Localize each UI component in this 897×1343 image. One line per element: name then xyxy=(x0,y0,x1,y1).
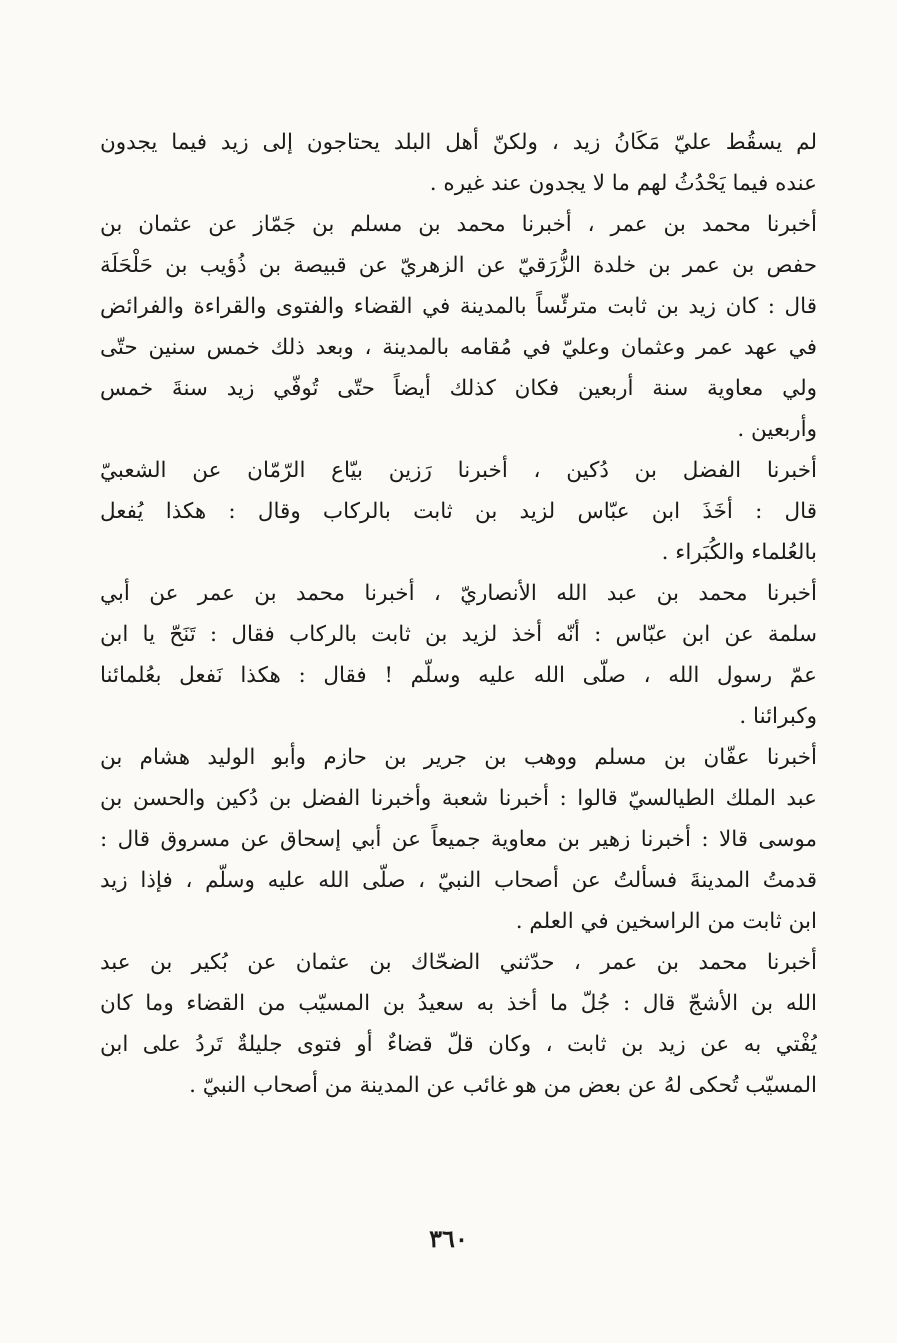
text-line: وأربعين . xyxy=(737,417,817,442)
text-line: قال : كان زيد بن ثابت مترئّساً بالمدينة في القضاء والفتوى والقراءة والفرائض xyxy=(100,294,817,319)
text-line: المسيّب تُحكى لهُ عن بعض من هو غائب عن المدينة من أصحاب النبيّ . xyxy=(189,1073,817,1098)
text-line: عمّ رسول الله ، صلّى الله عليه وسلّم ! فقال : هكذا نَفعل بعُلمائنا xyxy=(100,663,817,688)
paragraph-4 xyxy=(100,573,817,737)
paragraph-1 xyxy=(100,122,817,204)
text-line: موسى قالا : أخبرنا زهير بن معاوية جميعاً عن أبي إسحاق عن مسروق قال : xyxy=(100,827,817,852)
text-line: قدمتُ المدينةَ فسألتُ عن أصحاب النبيّ ، صلّى الله عليه وسلّم ، فإذا زيد xyxy=(100,868,817,893)
paragraph-3 xyxy=(100,450,817,573)
text-line: ولي معاوية سنة أربعين فكان كذلك أيضاً حتّى تُوفّي زيد سنةَ خمس xyxy=(100,376,817,401)
page-number: ٣٦٠ xyxy=(429,1224,468,1253)
text-line: لم يسقُط عليّ مَكَانُ زيد ، ولكنّ أهل البلد يحتاجون إلى زيد فيما يجدون xyxy=(100,130,817,155)
text-line: أخبرنا محمد بن عمر ، أخبرنا محمد بن مسلم بن جَمّاز عن عثمان بن xyxy=(100,212,817,237)
text-line: أخبرنا محمد بن عبد الله الأنصاريّ ، أخبرنا محمد بن عمر عن أبي xyxy=(100,581,817,606)
text-line: قال : أخَذَ ابن عبّاس لزيد بن ثابت بالركاب وقال : هكذا يُفعل xyxy=(100,499,817,524)
text-line: الله بن الأشجّ قال : جُلّ ما أخذ به سعيدُ بن المسيّب من القضاء وما كان xyxy=(100,991,817,1016)
text-line: سلمة عن ابن عبّاس : أنّه أخذ لزيد بن ثابت بالركاب فقال : تَنَحّ يا ابن xyxy=(100,622,817,647)
text-line: أخبرنا محمد بن عمر ، حدّثني الضحّاك بن عثمان عن بُكير بن عبد xyxy=(100,950,817,975)
text-line: عنده فيما يَحْدُثُ لهم ما لا يجدون عند غيره . xyxy=(429,171,817,196)
text-line: أخبرنا عفّان بن مسلم ووهب بن جرير بن حازم وأبو الوليد هشام بن xyxy=(100,745,817,770)
text-line: حفص بن عمر بن خلدة الزُّرَقيّ عن الزهريّ عن قبيصة بن ذُؤيب بن حَلْحَلَة xyxy=(100,253,817,278)
document-body xyxy=(100,122,817,1106)
text-line: وكبرائنا . xyxy=(739,704,817,729)
text-line: في عهد عمر وعثمان وعليّ في مُقامه بالمدينة ، وبعد ذلك خمس سنين حتّى xyxy=(100,335,817,360)
paragraph-2 xyxy=(100,204,817,450)
text-line: ابن ثابت من الراسخين في العلم . xyxy=(515,909,817,934)
text-line: أخبرنا الفضل بن دُكين ، أخبرنا رَزين بيّاع الرّمّان عن الشعبيّ xyxy=(100,458,817,483)
paragraph-6 xyxy=(100,942,817,1106)
text-line: بالعُلماء والكُبَراء . xyxy=(661,540,817,565)
text-line: يُفْتي به عن زيد بن ثابت ، وكان قلّ قضاءٌ أو فتوى جليلةٌ تَردُ على ابن xyxy=(100,1032,817,1057)
text-line: عبد الملك الطيالسيّ قالوا : أخبرنا شعبة وأخبرنا الفضل بن دُكين والحسن بن xyxy=(100,786,817,811)
paragraph-5 xyxy=(100,737,817,942)
